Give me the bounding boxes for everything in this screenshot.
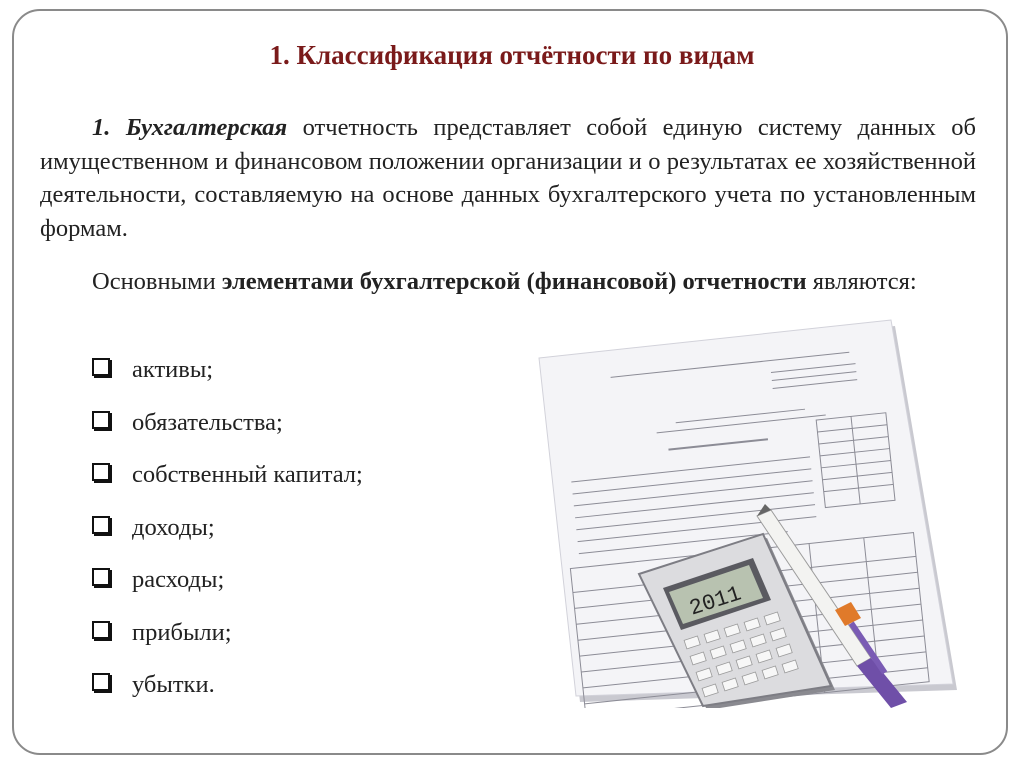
balance-sheet-photo (535, 318, 960, 708)
checkbox-bullet-icon (92, 516, 110, 534)
checkbox-bullet-icon (92, 463, 110, 481)
list-item (92, 607, 363, 660)
checkbox-bullet-icon (92, 358, 110, 376)
list-item-label: расходы; (132, 566, 225, 594)
list-item (92, 449, 363, 502)
elements-intro-bold: элементами бухгалтерской (финансовой) отчетности (221, 268, 807, 295)
definition-paragraph (40, 111, 976, 245)
checkbox-bullet-icon (92, 568, 110, 586)
slide-title: 1. Классификация отчётности по видам (269, 40, 755, 70)
list-item (92, 397, 363, 450)
list-item-label: активы; (132, 356, 214, 384)
list-item (92, 659, 363, 712)
list-item-label: доходы; (132, 513, 215, 541)
list-item (92, 502, 363, 555)
calculator-display: 2011 (686, 581, 745, 622)
list-item (92, 554, 363, 607)
list-item-label: прибыли; (132, 618, 232, 646)
checkbox-bullet-icon (92, 411, 110, 429)
definition-term: 1. Бухгалтерская (92, 114, 288, 141)
list-item-label: собственный капитал; (132, 461, 363, 489)
definition-text: отчетность представляет собой единую систему данных об имущественном и финансовом положении организации и о результатах ее хозяйственной деятельности, составляемую на основе данных бухгалтерского учета по установленным формам. (40, 114, 976, 242)
checkbox-bullet-icon (92, 673, 110, 691)
elements-intro-tail: являются: (806, 268, 917, 295)
elements-intro (40, 265, 940, 298)
list-item-label: обязательства; (132, 408, 283, 436)
elements-intro-lead: Основными (92, 268, 222, 295)
list-item-label: убытки. (132, 671, 215, 699)
checkbox-bullet-icon (92, 621, 110, 639)
elements-list (92, 344, 363, 712)
list-item (92, 344, 363, 397)
